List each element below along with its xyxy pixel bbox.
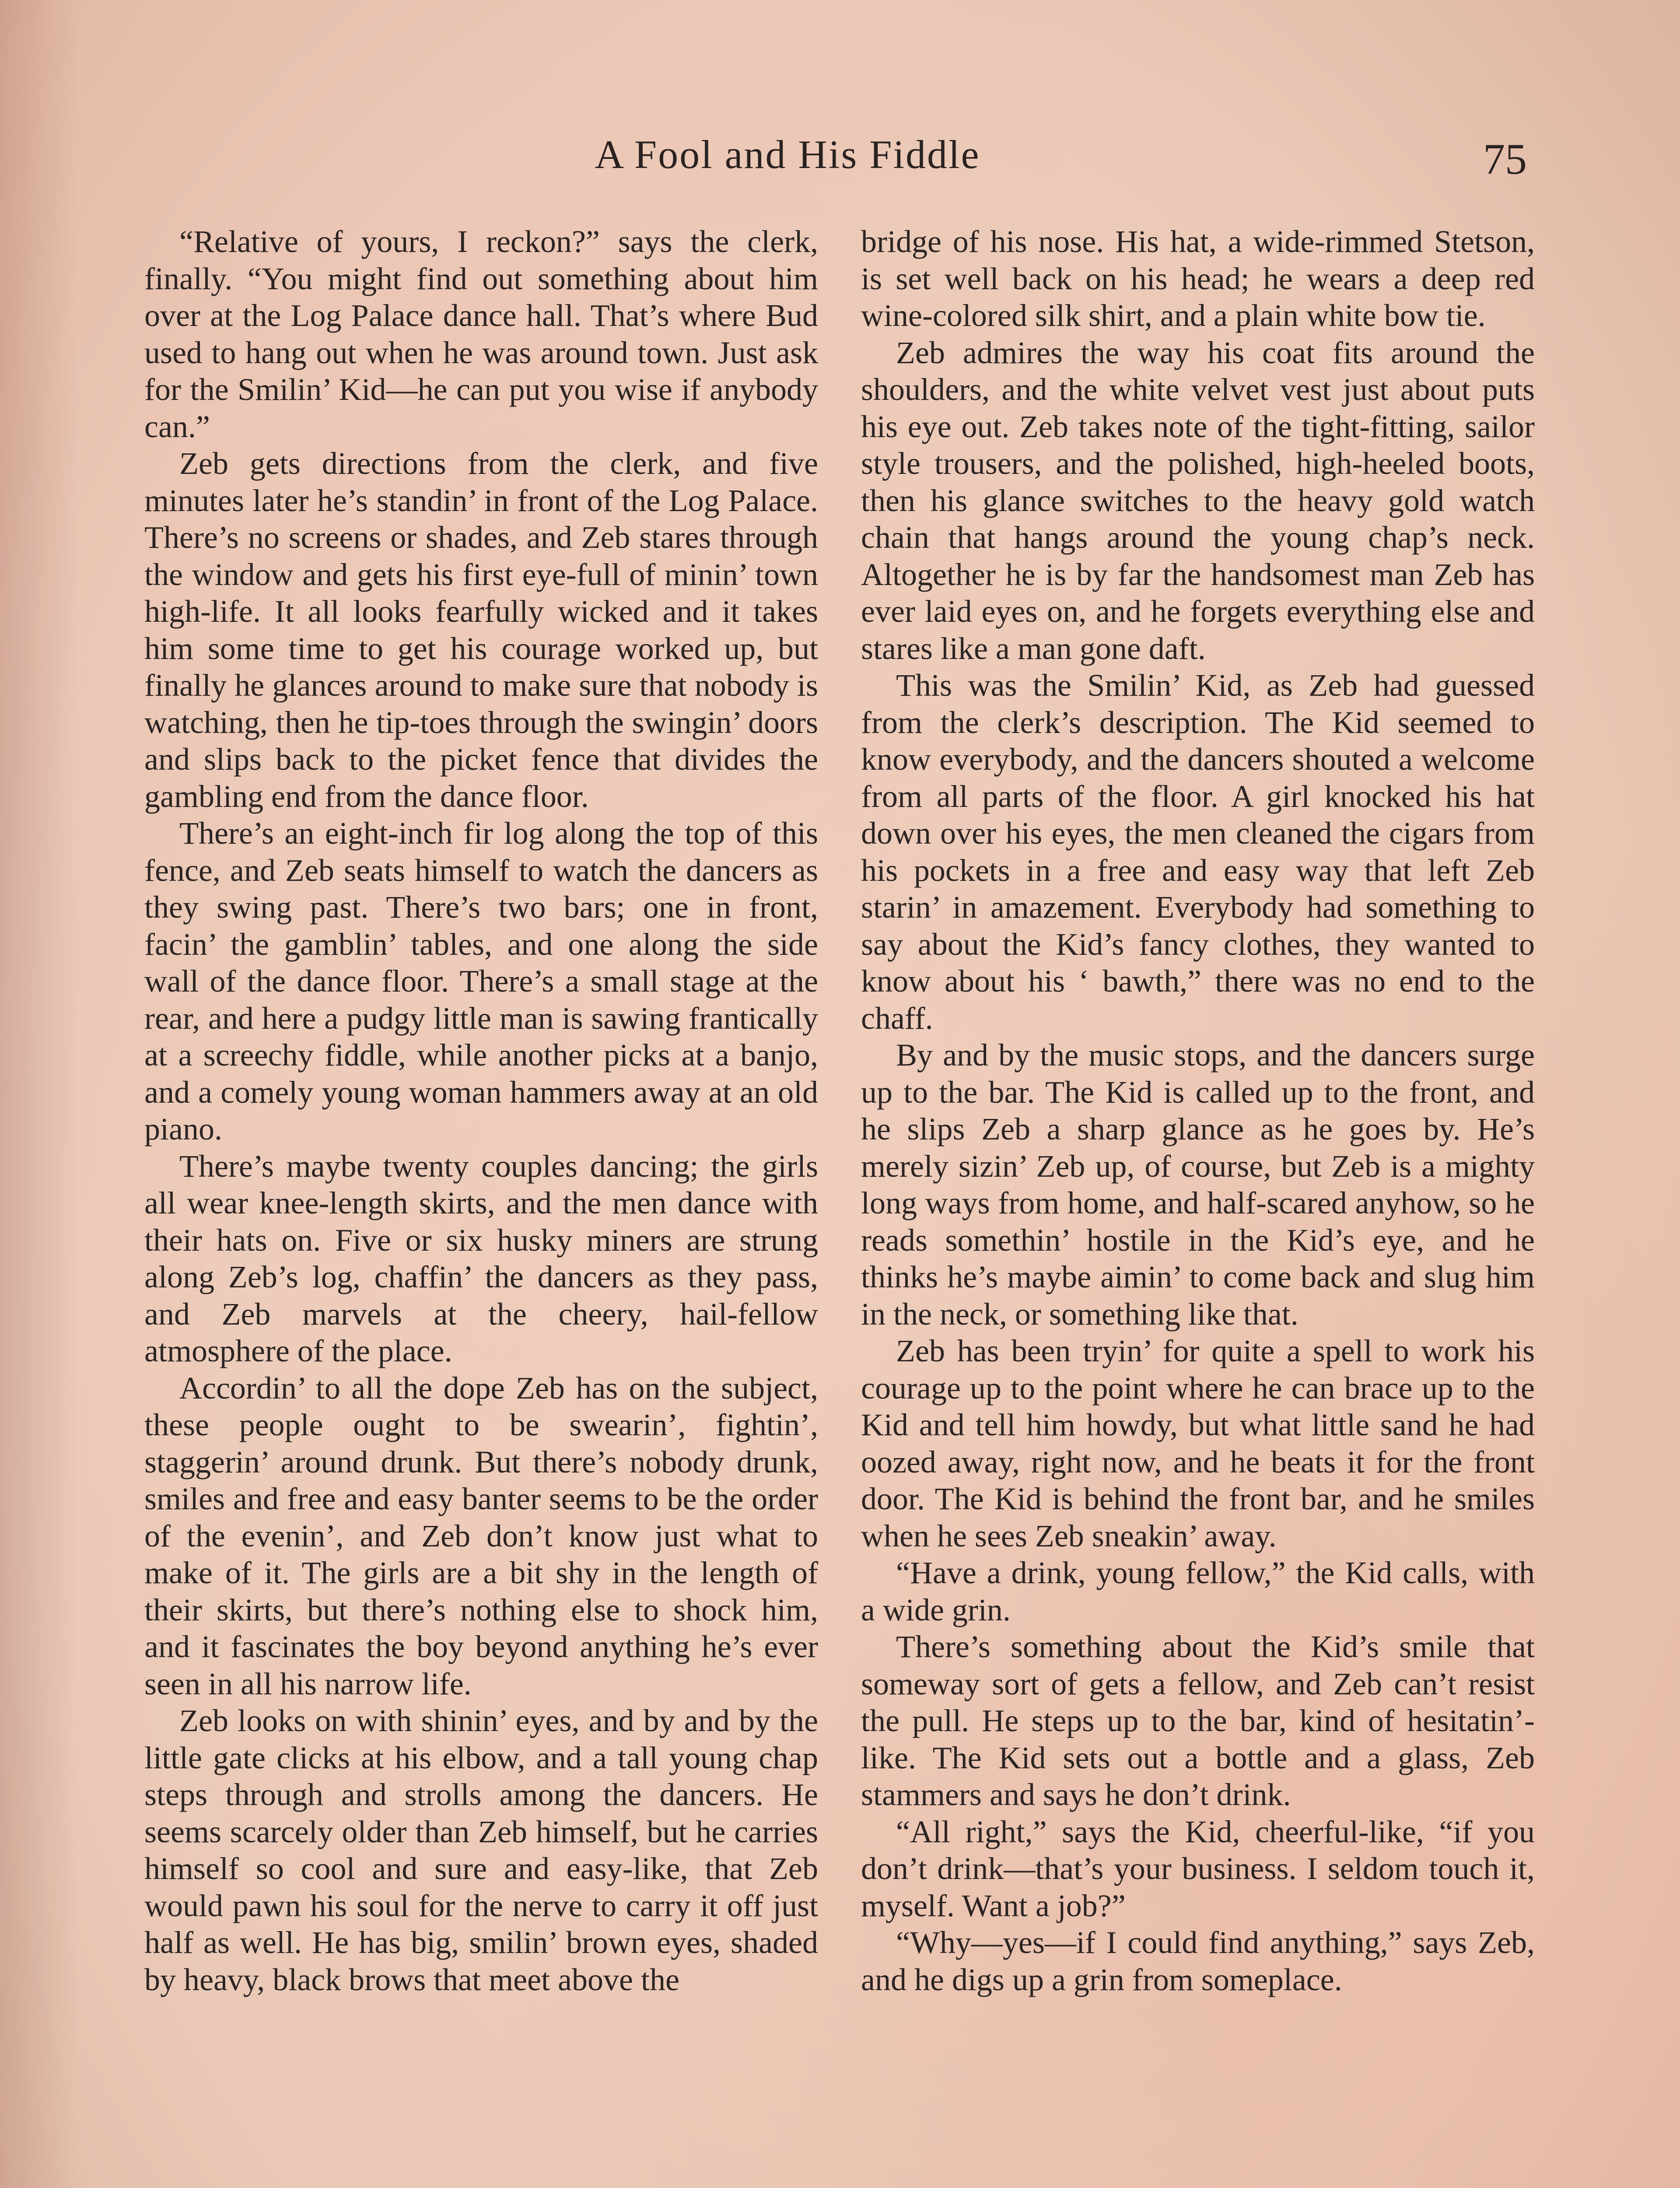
- left-text-column: [144, 223, 818, 1998]
- paragraph: There’s something about the Kid’s smile that someway sort of gets a fellow, and Zeb can’t resist the pull. He steps up to the bar, kind of hesitatin’-like. The Kid sets out a bottle and a glass, Zeb stammers and says he don’t drink.: [861, 1629, 1535, 1812]
- right-text-column: [861, 223, 1535, 1998]
- paragraph: Zeb looks on with shinin’ eyes, and by and by the little gate clicks at his elbow, and a tall young chap steps through and strolls among the dancers. He seems scarcely older than Zeb himself, but he carries himself so cool and sure and easy-like, that Zeb would pawn his soul for the nerve to carry it off just half as well. He has big, smilin’ brown eyes, shaded by heavy, black brows that meet above the: [144, 1703, 818, 1997]
- paragraph: “Why—yes—if I could find anything,” says Zeb, and he digs up a grin from someplace.: [861, 1925, 1535, 1997]
- paragraph: “Relative of yours, I reckon?” says the clerk, finally. “You might find out something about him over at the Log Palace dance hall. That’s where Bud used to hang out when he was around town. Just ask for the Smilin’ Kid—he can put you wise if anybody can.”: [144, 224, 818, 444]
- paragraph-continued: bridge of his nose. His hat, a wide-rimmed Stetson, is set well back on his head; he wears a deep red wine-colored silk shirt, and a plain white bow tie.: [861, 224, 1535, 333]
- paragraph: Zeb gets directions from the clerk, and five minutes later he’s standin’ in front of the Log Palace. There’s no screens or shades, and Zeb stares through the window and gets his first eye-full of minin’ town high-life. It all looks fearfully wicked and it takes him some time to get his courage worked up, but finally he glances around to make sure that nobody is watching, then he tip-toes through the swingin’ doors and slips back to the picket fence that divides the gambling end from the dance floor.: [144, 446, 818, 814]
- page-number: 75: [1483, 135, 1527, 183]
- paragraph: There’s an eight-inch fir log along the top of this fence, and Zeb seats himself to watch the dancers as they swing past. There’s two bars; one in front, facin’ the gamblin’ tables, and one along the side wall of the dance floor. There’s a small stage at the rear, and here a pudgy little man is sawing frantically at a screechy fiddle, while another picks at a banjo, and a comely young woman hammers away at an old piano.: [144, 816, 818, 1147]
- paragraph: “All right,” says the Kid, cheerful-like, “if you don’t drink—that’s your business. I seldom touch it, myself. Want a job?”: [861, 1814, 1535, 1923]
- paragraph: “Have a drink, young fellow,” the Kid calls, with a wide grin.: [861, 1555, 1535, 1627]
- paragraph: By and by the music stops, and the dancers surge up to the bar. The Kid is called up to the front, and he slips Zeb a sharp glance as he goes by. He’s merely sizin’ Zeb up, of course, but Zeb is a mighty long ways from home, and half-scared anyhow, so he reads somethin’ hostile in the Kid’s eye, and he thinks he’s maybe aimin’ to come back and slug him in the neck, or something like that.: [861, 1038, 1535, 1332]
- paragraph: This was the Smilin’ Kid, as Zeb had guessed from the clerk’s description. The Kid seemed to know everybody, and the dancers shouted a welcome from all parts of the floor. A girl knocked his hat down over his eyes, the men cleaned the cigars from his pockets in a free and easy way that left Zeb starin’ in amazement. Everybody had something to say about the Kid’s fancy clothes, they wanted to know about his ‘ bawth,” there was no end to the chaff.: [861, 668, 1535, 1036]
- running-head: [0, 131, 1680, 197]
- paragraph: Zeb has been tryin’ for quite a spell to work his courage up to the point where he can brace up to the Kid and tell him howdy, but what little sand he had oozed away, right now, and he beats it for the front door. The Kid is behind the front bar, and he smiles when he sees Zeb sneakin’ away.: [861, 1333, 1535, 1553]
- paragraph: Accordin’ to all the dope Zeb has on the subject, these people ought to be swearin’, fightin’, staggerin’ around drunk. But there’s nobody drunk, smiles and free and easy banter seems to be the order of the evenin’, and Zeb don’t know just what to make of it. The girls are a bit shy in the length of their skirts, but there’s nothing else to shock him, and it fascinates the boy beyond anything he’s ever seen in all his narrow life.: [144, 1370, 818, 1701]
- chapter-title: A Fool and His Fiddle: [595, 132, 980, 177]
- paragraph: Zeb admires the way his coat fits around the shoulders, and the white velvet vest just about puts his eye out. Zeb takes note of the tight-fitting, sailor style trousers, and the polished, high-heeled boots, then his glance switches to the heavy gold watch chain that hangs around the young chap’s neck. Altogether he is by far the handsomest man Zeb has ever laid eyes on, and he forgets everything else and stares like a man gone daft.: [861, 335, 1535, 666]
- paragraph: There’s maybe twenty couples dancing; the girls all wear knee-length skirts, and the men dance with their hats on. Five or six husky miners are strung along Zeb’s log, chaffin’ the dancers as they pass, and Zeb marvels at the cheery, hail-fellow atmosphere of the place.: [144, 1148, 818, 1368]
- page-fold-shadow: [0, 0, 79, 2188]
